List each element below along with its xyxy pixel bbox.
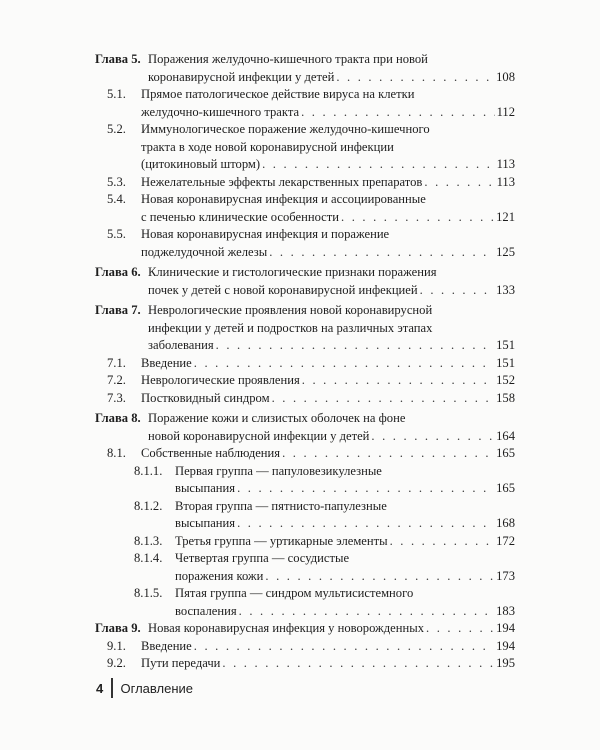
dot-leader (262, 156, 494, 174)
page-ref: 173 (496, 568, 515, 583)
entry-title-line: желудочно-кишечного тракта (141, 104, 300, 119)
toc-entry-subsub (95, 533, 515, 551)
entry-title-line: Третья группа — уртикарные элементы (175, 533, 388, 548)
toc-entry-sub (95, 121, 515, 174)
entry-title-line: Четвертая группа — сосудистые (175, 551, 350, 565)
toc-entry-chapter (95, 51, 515, 86)
entry-title-line: Собственные наблюдения (141, 446, 281, 460)
dot-leader (341, 209, 494, 227)
toc-entry-sub (95, 372, 515, 390)
entry-title-line: заболевания (148, 338, 214, 352)
table-of-contents (95, 51, 515, 673)
toc-entry-sub (95, 174, 515, 192)
toc-entry-sub (95, 390, 515, 408)
dot-leader (265, 568, 494, 586)
page-ref: 158 (496, 390, 515, 405)
section-number: 5.1. (107, 87, 126, 101)
entry-title-line: Новая коронавирусная инфекция и ассоциированные (141, 192, 426, 206)
page-ref: 121 (496, 209, 515, 224)
entry-title-line: Неврологические проявления новой коронавирусной (148, 303, 433, 317)
entry-title-line: поджелудочной железы (141, 244, 268, 259)
entry-title-line: Неврологические проявления (141, 373, 300, 387)
page-ref: 164 (496, 428, 515, 443)
section-number: 7.1. (107, 355, 126, 370)
dot-leader (194, 638, 494, 656)
section-number: 8.1.3. (134, 533, 163, 548)
page-ref: 151 (496, 338, 515, 352)
toc-entry-chapter (95, 302, 515, 355)
entry-title-line: поражения кожи (175, 568, 264, 583)
toc-entry-subsub (95, 550, 515, 585)
page-ref: 152 (496, 373, 515, 387)
entry-title-line: Нежелательные эффекты лекарственных препаратов (141, 174, 423, 189)
page-ref: 113 (496, 157, 515, 171)
toc-entry-sub (95, 655, 515, 673)
section-number: 8.1.5. (134, 586, 163, 600)
footer-divider (111, 678, 112, 698)
toc-entry-subsub (95, 585, 515, 620)
dot-leader (282, 445, 494, 463)
entry-title-line: Пятая группа — синдром мультисистемного (175, 586, 414, 600)
entry-title-line: Введение (141, 355, 192, 370)
toc-entry-subsub (95, 463, 515, 498)
chapter-label: Глава 6. (95, 265, 141, 279)
chapter-label: Глава 5. (95, 52, 141, 66)
dot-leader (371, 428, 494, 446)
toc-entry-sub (95, 86, 515, 121)
page-ref: 165 (496, 481, 515, 495)
section-number: 5.3. (107, 174, 126, 189)
entry-title-line: Вторая группа — пятнисто-папулезные (175, 498, 387, 513)
entry-title-line: Новая коронавирусная инфекция и поражение (141, 227, 390, 241)
page-ref: 151 (496, 355, 515, 370)
entry-title-line: Первая группа — папуловезикулезные (175, 463, 382, 478)
toc-entry-sub (95, 226, 515, 261)
dot-leader (239, 603, 494, 621)
section-number: 8.1.4. (134, 551, 163, 565)
dot-leader (272, 390, 495, 408)
entry-title-line: тракта в ходе новой коронавирусной инфекции (141, 139, 394, 154)
toc-entry-sub (95, 638, 515, 656)
section-number: 5.5. (107, 227, 126, 241)
toc-entry-chapter (95, 410, 515, 445)
entry-title-line: инфекции у детей и подростков на различных этапах (148, 320, 433, 335)
entry-title-line: Постковидный синдром (141, 390, 270, 405)
dot-leader (269, 244, 494, 262)
running-header-section: Оглавление (120, 680, 194, 696)
toc-entry-subsub (95, 498, 515, 533)
entry-title-line: Поражения желудочно-кишечного тракта при новой (148, 52, 428, 66)
entry-title-line: Новая коронавирусная инфекция у новорожденных (148, 621, 424, 635)
page-ref: 172 (496, 533, 515, 548)
page-ref: 194 (496, 638, 515, 653)
page-ref: 112 (496, 104, 515, 119)
dot-leader (420, 282, 494, 300)
page-number: 4 (96, 680, 104, 696)
page-ref: 195 (496, 656, 515, 670)
section-number: 8.1.2. (134, 498, 163, 513)
dot-leader (302, 372, 494, 390)
section-number: 8.1. (107, 446, 126, 460)
entry-title-line: Пути передачи (141, 656, 221, 670)
entry-title-line: Иммунологическое поражение желудочно-кишечного (141, 122, 430, 136)
dot-leader (390, 533, 495, 551)
section-number: 8.1.1. (134, 463, 163, 478)
page-ref: 194 (496, 621, 515, 635)
entry-title-line: воспаления (175, 603, 237, 618)
dot-leader (301, 104, 494, 122)
dot-leader (237, 480, 494, 498)
entry-title-line: Поражение кожи и слизистых оболочек на фоне (148, 411, 406, 425)
page-ref: 133 (496, 282, 515, 297)
entry-title-line: Прямое патологическое действие вируса на клетки (141, 87, 415, 101)
dot-leader (424, 174, 494, 192)
dot-leader (194, 355, 494, 373)
entry-title-line: высыпания (175, 481, 236, 495)
page-ref: 168 (496, 516, 515, 530)
section-number: 5.4. (107, 192, 126, 206)
toc-entry-sub (95, 355, 515, 373)
toc-entry-chapter (95, 264, 515, 299)
page-ref: 113 (496, 174, 515, 189)
toc-entry-chapter (95, 620, 515, 638)
page-ref: 183 (496, 603, 515, 618)
section-number: 5.2. (107, 122, 126, 136)
section-number: 7.3. (107, 390, 126, 405)
dot-leader (222, 655, 494, 673)
page-footer (96, 678, 193, 698)
section-number: 9.1. (107, 638, 126, 653)
toc-entry-sub (95, 191, 515, 226)
section-number: 9.2. (107, 656, 126, 670)
chapter-label: Глава 7. (95, 303, 141, 317)
page-ref: 108 (496, 69, 515, 84)
entry-title-line: с печенью клинические особенности (141, 209, 340, 224)
chapter-label: Глава 8. (95, 411, 141, 425)
dot-leader (336, 69, 494, 87)
page-ref: 165 (496, 446, 515, 460)
entry-title-line: (цитокиновый шторм) (141, 157, 261, 171)
section-number: 7.2. (107, 373, 126, 387)
dot-leader (237, 515, 494, 533)
entry-title-line: коронавирусной инфекции у детей (148, 69, 335, 84)
page-ref: 125 (496, 244, 515, 259)
toc-entry-sub (95, 445, 515, 463)
entry-title-line: Введение (141, 638, 192, 653)
entry-title-line: новой коронавирусной инфекции у детей (148, 428, 370, 443)
dot-leader (426, 620, 494, 638)
entry-title-line: почек у детей с новой коронавирусной инфекцией (148, 282, 418, 297)
chapter-label: Глава 9. (95, 621, 141, 635)
entry-title-line: Клинические и гистологические признаки поражения (148, 265, 437, 279)
entry-title-line: высыпания (175, 516, 236, 530)
dot-leader (216, 337, 494, 355)
